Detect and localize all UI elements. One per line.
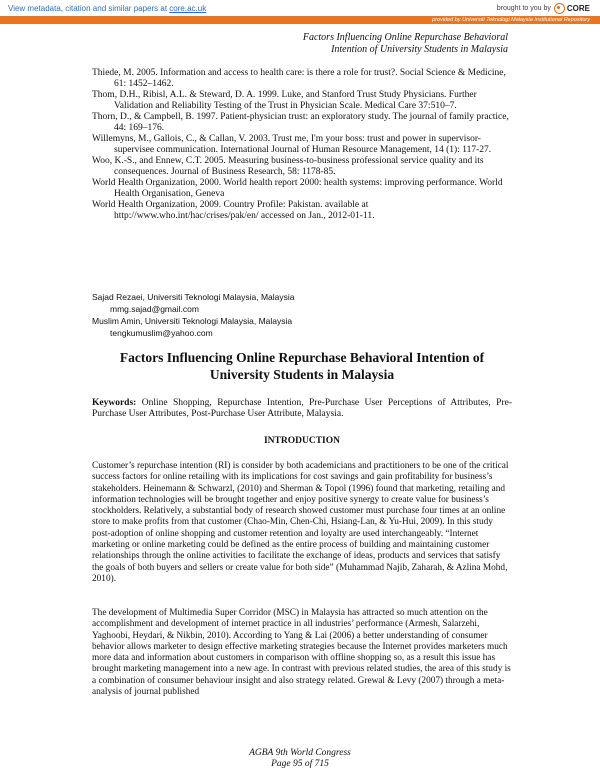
repository-text[interactable]: provided by Universiti Teknologi Malaysia Institutional Repository <box>432 17 590 23</box>
repository-bar <box>0 16 600 24</box>
keywords <box>92 398 512 420</box>
section-heading: INTRODUCTION <box>263 436 340 446</box>
brought-to-you-by[interactable] <box>497 3 590 14</box>
keywords-label: Keywords: <box>92 398 137 408</box>
reference-entry: Thiede, M. 2005. Information and access to health care: is there a role for trust?. Social Science & Medicine, 61: 1452–1462. <box>92 68 506 89</box>
author-email: tengkumuslim@yahoo.com <box>110 328 213 338</box>
author-affiliation: Muslim Amin, Universiti Teknologi Malaysia, Malaysia <box>92 316 293 326</box>
author-block <box>92 291 295 339</box>
running-head <box>303 32 508 56</box>
paper-title: Factors Influencing Online Repurchase Behavioral Intention of University Students in Malaysia <box>119 350 485 382</box>
running-head-line-1: Factors Influencing Online Repurchase Behavioral <box>302 32 508 43</box>
body-paragraph: Customer’s repurchase intention (RI) is consider by both academicians and practitioners to be one of the critical success factors for online retailing with its implications for cost savings and gain profitability for business’s stakeholders. Heinemann & Schwarzl, (2010) and Sherman & Topol (1996) found that marketing, retailing and information technologies will be brought together and enjoy positive synergy to create value for business’s stockholders. Relatively, a substantial body of research showed customer must purchase four times at an online store to make profits from that customer (Chao-Min, Chen-Chi, Hsiang-Lan, & Yu-Hui, 2009). In this study post-adoption of online shopping and customer retention and loyalty are used interchangeably. “Internet marketing or online marketing could be defined as the entire process of building and maintaining customer relationships through the online activities to facilitate the exchange of ideas, products and services that satisfy the goals of both buyers and sellers or create value for both side” (Muhammad Najib, Zaharah, & Azlina Mohd, 2010). <box>92 461 509 584</box>
reference-entry: Willemyns, M., Gallois, C., & Callan, V. 2003. Trust me, I'm your boss: trust and power in supervisor-supervisee communication. International Journal of Human Resource Management, 14 (1): 117-27. <box>92 134 492 155</box>
footer-conference: AGBA 9th World Congress <box>249 748 351 758</box>
reference-list <box>92 68 512 222</box>
core-ac-uk-link[interactable]: core.ac.uk <box>169 4 207 13</box>
view-metadata-link[interactable] <box>8 4 206 13</box>
core-logo-icon <box>554 3 565 14</box>
core-banner <box>0 0 600 24</box>
reference-entry: World Health Organization, 2000. World health report 2000: health systems: improving performance. World Health Organisation, Geneva <box>92 178 503 199</box>
core-logo[interactable] <box>554 3 590 14</box>
reference-entry: Woo, K.-S., and Ennew, C.T. 2005. Measuring business-to-business professional service quality and its consequences. Journal of Business Research, 58: 1178-85. <box>92 156 484 177</box>
running-head-line-2: Intention of University Students in Malaysia <box>331 44 508 55</box>
page-footer <box>0 748 600 770</box>
reference-entry: World Health Organization, 2009. Country Profile: Pakistan. available at http://www.who.int/hac/crises/pak/en/ accessed on Jan., 2012-01-11. <box>92 200 375 221</box>
view-metadata-text[interactable]: View metadata, citation and similar papers at <box>8 4 170 13</box>
author-affiliation: Sajad Rezaei, Universiti Teknologi Malaysia, Malaysia <box>92 292 295 302</box>
keywords-text: Online Shopping, Repurchase Intention, Pre-Purchase User Perceptions of Attributes, Pre-Purchase User Attributes, Post-Purchase User Attribute, Malaysia. <box>92 398 512 419</box>
author-email: mmg.sajad@gmail.com <box>110 304 199 314</box>
reference-entry: Thorn, D., & Campbell, B. 1997. Patient-physician trust: an exploratory study. The journal of family practice, 44: 169–176. <box>92 112 509 133</box>
brought-to-you-text: brought to you by <box>496 5 551 12</box>
body-paragraph: The development of Multimedia Super Corridor (MSC) in Malaysia has attracted so much attention on the accomplishment and development of internet practice in all industries’ performance (Armesh, Salarzehi, Yaghoobi, Heydari, & Nikbin, 2010). According to Yang & Lai (2006) a better understanding of consumer behavior allows marketer to design effective marketing strategies because the Internet provides marketers much more data and information about customers in comparison with offline shopping so, as a result this issue has brought marketing management into a new age. In contrast with previous related studies, the area of this study is a combination of consumer behaviour insight and also strategy related. Grewal & Levy (2007) through a meta-analysis of journal published <box>92 608 511 698</box>
footer-page-number: Page 95 of 715 <box>271 759 329 769</box>
core-logo-text: CORE <box>566 4 590 13</box>
reference-entry: Thom, D.H., Ribisl, A.L. & Steward, D. A. 1999. Luke, and Stanford Trust Study Physicians. Further Validation and Reliability Testing of the Trust in Physician Scale. Medical Care 37:510–7. <box>92 90 477 111</box>
